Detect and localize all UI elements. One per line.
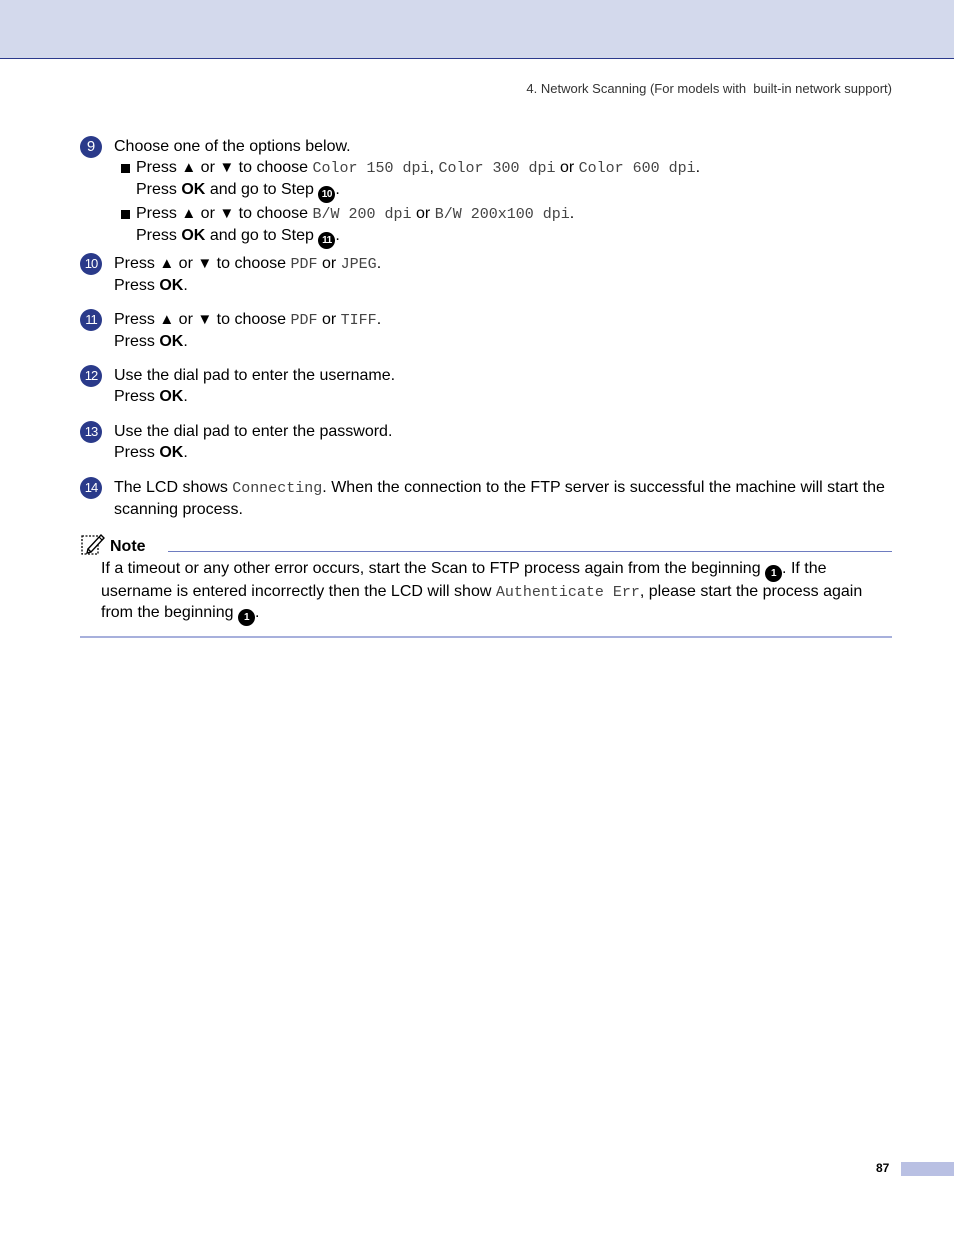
page-number: 87 (876, 1161, 890, 1175)
step-text: Use the dial pad to enter the password. (114, 423, 393, 440)
step-number: 12 (80, 365, 102, 387)
note-pencil-icon (80, 532, 106, 556)
step-13 (80, 421, 892, 463)
step-11 (80, 309, 892, 352)
step-press-ok: Press OK. (114, 444, 188, 461)
bullet-icon (121, 164, 130, 173)
step-text: Use the dial pad to enter the username. (114, 367, 396, 384)
step-number: 13 (80, 421, 102, 443)
running-header: 4. Network Scanning (For models with built-in network support) (526, 81, 892, 96)
bullet-icon (121, 210, 130, 219)
step-press-ok: Press OK. (114, 277, 188, 294)
step-14 (80, 477, 892, 520)
step-text: Press ▲ or ▼ to choose PDF or JPEG. (114, 255, 382, 273)
note-box (80, 532, 892, 638)
step-number: 9 (80, 136, 102, 158)
step-press-ok: Press OK. (114, 388, 188, 405)
up-arrow-icon: ▲ (159, 311, 175, 328)
step-ref-icon: 10 (318, 186, 335, 203)
step-ref-icon: 1 (765, 565, 782, 582)
note-title: Note (110, 538, 146, 555)
step-9 (80, 136, 892, 249)
step-ref-icon: 11 (318, 232, 335, 249)
option-color: Press ▲ or ▼ to choose Color 150 dpi, Color 300 dpi or Color 600 dpi. Press OK and go to Step 10 . (114, 157, 892, 203)
step-number: 14 (80, 477, 102, 499)
up-arrow-icon: ▲ (181, 205, 197, 222)
footer-tab (901, 1162, 954, 1176)
note-divider (168, 551, 892, 552)
step-number: 10 (80, 253, 102, 275)
step-12 (80, 365, 892, 407)
step-text: Press ▲ or ▼ to choose PDF or TIFF. (114, 311, 382, 329)
step-press-ok: Press OK. (114, 333, 188, 350)
option-bw: Press ▲ or ▼ to choose B/W 200 dpi or B/W 200x100 dpi. Press OK and go to Step 11 . (114, 203, 892, 249)
note-text: If a timeout or any other error occurs, start the Scan to FTP process again from the beginning 1 . If the username is entered incorrectly then the LCD will show Authenticate Err, please start the process again from the beginning 1 . (101, 559, 892, 626)
up-arrow-icon: ▲ (181, 159, 197, 176)
step-text: The LCD shows Connecting. When the connection to the FTP server is successful the machine will start the scanning process. (114, 479, 885, 518)
up-arrow-icon: ▲ (159, 255, 175, 272)
step-10 (80, 253, 892, 296)
note-bottom-divider (80, 636, 892, 638)
step-ref-icon: 1 (238, 609, 255, 626)
step-number: 11 (80, 309, 102, 331)
header-band (0, 0, 954, 59)
down-arrow-icon: ▼ (219, 159, 235, 176)
down-arrow-icon: ▼ (219, 205, 235, 222)
step-text: Choose one of the options below. (114, 138, 351, 155)
down-arrow-icon: ▼ (197, 311, 213, 328)
down-arrow-icon: ▼ (197, 255, 213, 272)
